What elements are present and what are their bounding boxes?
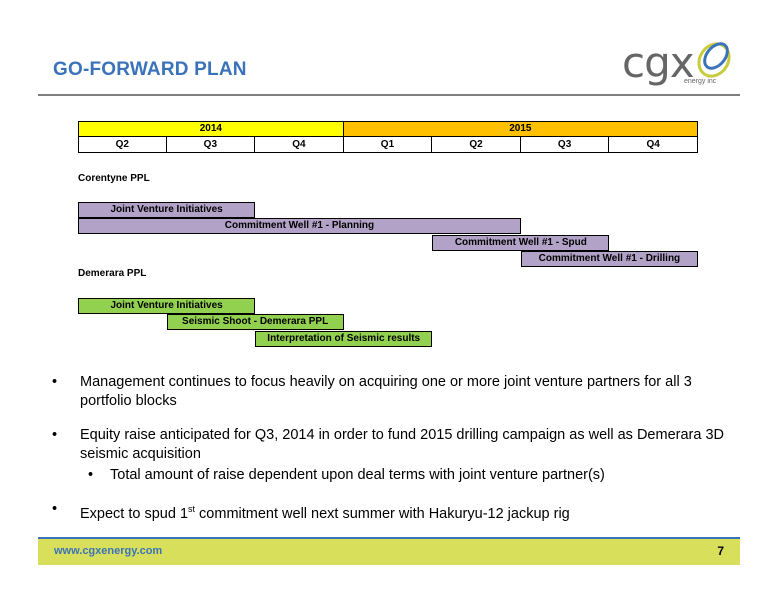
gantt-bar: Commitment Well #1 - Drilling (521, 251, 698, 267)
quarter-header: Q3 (521, 137, 610, 153)
quarter-header: Q2 (432, 137, 521, 153)
bullet-text-continued: portfolio blocks (80, 393, 177, 409)
page-title: GO-FORWARD PLAN (53, 59, 247, 80)
gantt-bar: Commitment Well #1 - Planning (78, 218, 521, 234)
bullet-marker: • (88, 467, 94, 483)
bullet-marker: • (52, 427, 58, 443)
page-number: 7 (717, 544, 724, 558)
title-divider (38, 94, 740, 96)
logo-wordmark: cgx (622, 38, 694, 87)
bullet-marker: • (52, 374, 58, 390)
quarter-header-row (78, 137, 698, 153)
gantt-bar: Joint Venture Initiatives (78, 202, 255, 218)
company-logo (622, 38, 732, 90)
bullet-text (80, 500, 730, 524)
year-header-2014: 2014 (78, 121, 344, 137)
bullet-text: Management continues to focus heavily on acquiring one or more joint venture partners for all 3 (80, 374, 692, 390)
quarter-header: Q4 (255, 137, 344, 153)
section-label: Demerara PPL (78, 268, 147, 279)
bullet-text-part: commitment well next summer with Hakuryu-12 jackup rig (195, 505, 570, 522)
footer-bar (38, 537, 740, 565)
year-header-2015: 2015 (344, 121, 698, 137)
gantt-bar: Interpretation of Seismic results (255, 331, 432, 347)
quarter-header: Q1 (344, 137, 433, 153)
quarter-header: Q2 (78, 137, 167, 153)
gantt-bar: Joint Venture Initiatives (78, 298, 255, 314)
footer-website-link[interactable]: www.cgxenergy.com (54, 545, 163, 557)
bullet-text-part: Expect to spud 1 (80, 505, 189, 522)
bullet-marker: • (52, 501, 58, 517)
logo-swoosh-icon (690, 38, 734, 82)
quarter-header: Q4 (609, 137, 698, 153)
gantt-bar: Seismic Shoot - Demerara PPL (167, 314, 344, 330)
logo-subtitle: energy inc (684, 78, 717, 85)
bullet-text: Equity raise anticipated for Q3, 2014 in order to fund 2015 drilling campaign as well as Demerara 3D (80, 427, 724, 443)
section-label: Corentyne PPL (78, 173, 150, 184)
gantt-bar: Commitment Well #1 - Spud (432, 235, 609, 251)
year-header-row (78, 121, 698, 137)
bullet-text-continued: seismic acquisition (80, 446, 201, 462)
bullet-text: Total amount of raise dependent upon deal terms with joint venture partner(s) (110, 467, 605, 483)
quarter-header: Q3 (167, 137, 256, 153)
ordinal-superscript: st (188, 504, 196, 514)
